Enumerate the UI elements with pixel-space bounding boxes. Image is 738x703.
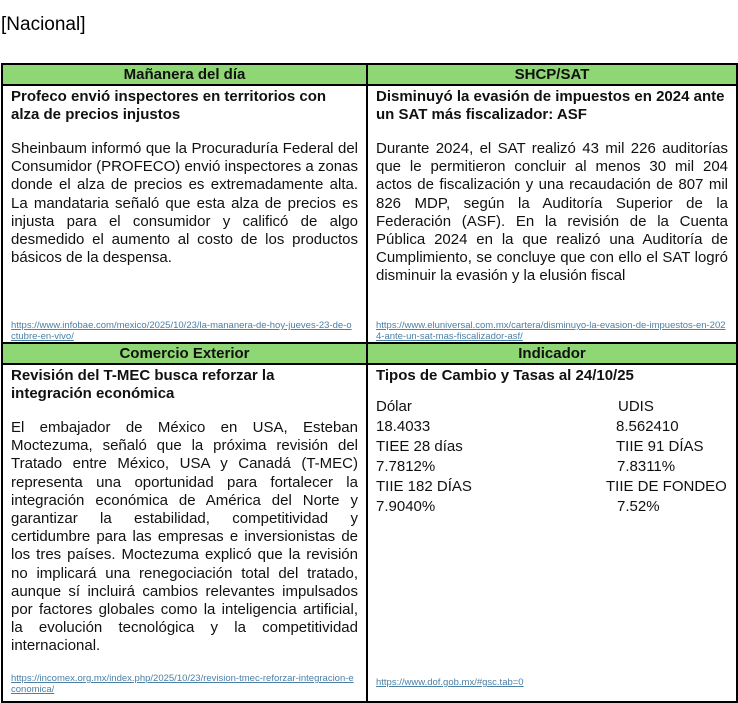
indicator-row xyxy=(376,497,728,517)
link-mananera[interactable]: https://www.infobae.com/mexico/2025/10/23/la-mananera-de-hoy-jueves-23-de-octubre-en-vivo/ xyxy=(11,320,352,342)
value-tiie-182: 7.9040% xyxy=(376,498,436,515)
cell-shcp-sat xyxy=(367,85,737,343)
cell-indicador xyxy=(367,364,737,702)
header-indicador: Indicador xyxy=(367,343,737,364)
section-title: [Nacional] xyxy=(1,14,86,35)
link-shcp-sat[interactable]: https://www.eluniversal.com.mx/cartera/disminuyo-la-evasion-de-impuestos-en-2024-ante-un-sat-mas-fiscalizador-asf/ xyxy=(376,320,726,342)
label-tiie-fondeo: TIIE DE FONDEO xyxy=(606,478,727,495)
indicator-row xyxy=(376,397,728,417)
cell-mananera xyxy=(2,85,367,343)
label-udis: UDIS xyxy=(618,398,654,415)
headline-mananera: Profeco envió inspectores en territorios con alza de precios injustos xyxy=(11,88,327,123)
link-comercio-exterior[interactable]: https://incomex.org.mx/index.php/2025/10/23/revision-tmec-reforzar-integracion-economica/ xyxy=(11,673,354,695)
label-tiie-182: TIIE 182 DÍAS xyxy=(376,478,472,495)
label-tiie-28: TIEE 28 días xyxy=(376,438,463,455)
headline-comercio-exterior: Revisión del T-MEC busca reforzar la integración económica xyxy=(11,367,275,402)
header-mananera: Mañanera del día xyxy=(2,64,367,85)
cell-comercio-exterior xyxy=(2,364,367,702)
label-dolar: Dólar xyxy=(376,398,412,415)
value-dolar: 18.4033 xyxy=(376,418,431,435)
news-table xyxy=(1,63,738,703)
headline-indicador: Tipos de Cambio y Tasas al 24/10/25 xyxy=(376,367,634,384)
body-mananera: Sheinbaum informó que la Procuraduría Federal del Consumidor (PROFECO) envió inspectores a zonas donde el alza de precios es extremadamente alta. La mandataria señaló que esta alza de precios es injusta para el consumidor y calificó de algo desmedido el aumento al costo de los productos básicos de la despensa. xyxy=(11,140,358,267)
link-indicador[interactable]: https://www.dof.gob.mx/#gsc.tab=0 xyxy=(376,677,524,688)
indicator-row xyxy=(376,477,728,497)
headline-shcp-sat: Disminuyó la evasión de impuestos en 2024 ante un SAT más fiscalizador: ASF xyxy=(376,88,725,123)
header-shcp-sat: SHCP/SAT xyxy=(367,64,737,85)
label-tiie-91: TIIE 91 DÍAS xyxy=(616,438,704,455)
body-shcp-sat: Durante 2024, el SAT realizó 43 mil 226 auditorías que le permitieron concluir al menos 30 mil 204 actos de fiscalización y una recaudación de 807 mil 826 MDP, según la Auditoría Superior de la Federación (ASF). En la revisión de la Cuenta Pública 2024 en la que realizó una Auditoría de Cumplimiento, se concluye que con ello el SAT logró disminuir la evasión y la elusión fiscal xyxy=(376,140,728,285)
indicator-row xyxy=(376,417,728,437)
indicator-list xyxy=(376,397,728,517)
indicator-row xyxy=(376,457,728,477)
body-comercio-exterior: El embajador de México en USA, Esteban Moctezuma, señaló que la próxima revisión del Tratado entre México, USA y Canadá (T-MEC) representa una oportunidad para fortalecer la integración económica de América del Norte y garantizar la estabilidad, competitividad y certidumbre para las empresas e inversionistas de los tres países. Moctezuma explicó que la revisión no implicará una renegociación total del tratado, aunque sí incluirá cambios relevantes impulsados por factores globales como la inteligencia artificial, la evolución tecnológica y la competitividad internacional. xyxy=(11,419,358,655)
value-tiie-91: 7.8311% xyxy=(617,458,676,475)
value-tiie-28: 7.7812% xyxy=(376,458,436,475)
header-comercio-exterior: Comercio Exterior xyxy=(2,343,367,364)
value-udis: 8.562410 xyxy=(616,418,679,435)
indicator-row xyxy=(376,437,728,457)
value-tiie-fondeo: 7.52% xyxy=(617,498,660,515)
